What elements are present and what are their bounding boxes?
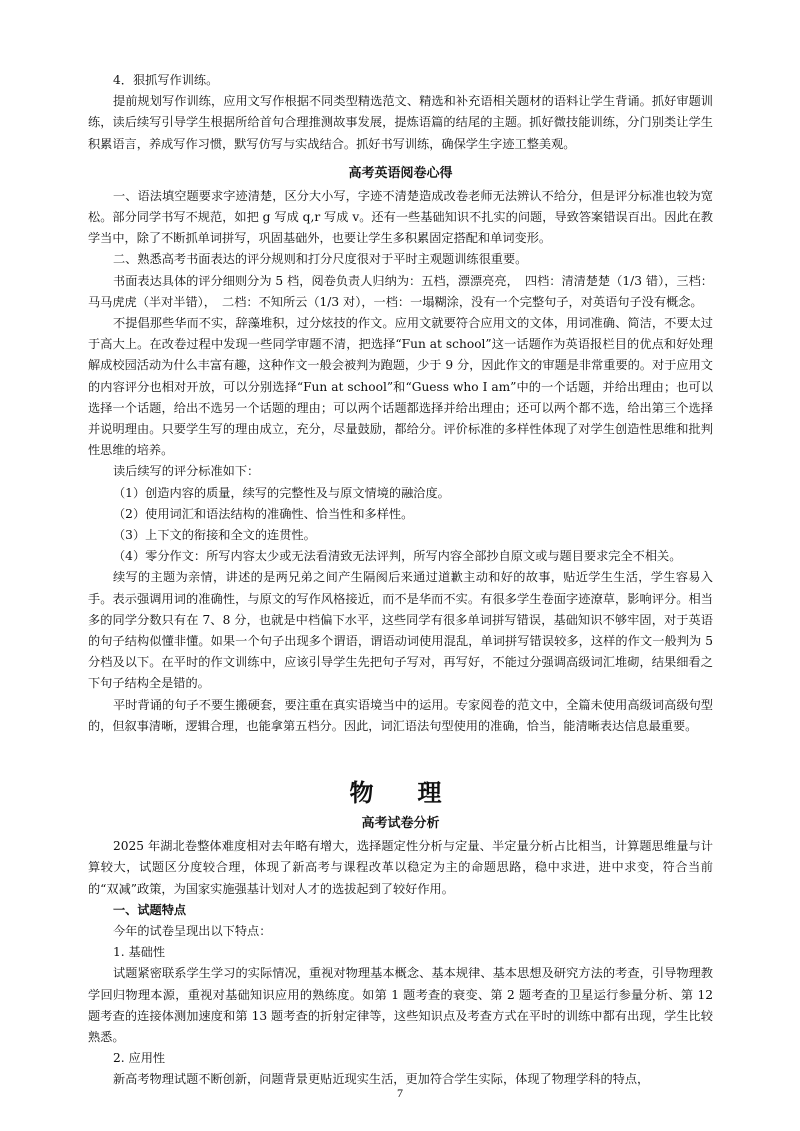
physics-paragraph-2: 今年的试卷呈现出以下特点： — [113, 923, 272, 938]
english-paragraph-1: 一、语法填空题要求字迹清楚，区分大小写，字迹不清楚造成改卷老师无法辨认不给分，但是评分标准也较为宽松。部分同学书写不规范，如把 g 写成 q,r 写成 v。还有一些基础知识不扎实的问题，导致答案错误百出。因此在教学当中，除了不断抓单词拼写，巩固基础外，也要让学生多积累固定搭配和单词变形。 — [88, 188, 713, 246]
physics-paragraph-3: 试题紧密联系学生学习的实际情况，重视对物理基本概念、基本规律、基本思想及研究方法的考查，引导物理教学回归物理本源，重视对基础知识应用的熟练度。如第 1 题考查的衰变、第 2 题考查的卫星运行参量分析、第 12 题考查的连接体测加速度和第 13 题考查的折射定律等，这些知识点及考查方式在平时的训练中都有出现，学生比较熟悉。 — [88, 966, 713, 1044]
english-paragraph-7: 平时背诵的句子不要生搬硬套，要注重在真实语境当中的运用。专家阅卷的范文中，全篇未使用高级词高级句型的，但叙事清晰，逻辑合理，也能拿第五档分。因此，词汇语法句型使用的准确，恰当，能清晰表达信息最重要。 — [88, 697, 713, 733]
criteria-item: （1）创造内容的质量，续写的完整性及与原文情境的融洽度。 — [113, 485, 450, 500]
english-paragraph-6: 续写的主题为亲情，讲述的是两兄弟之间产生隔阂后来通过道歉主动和好的故事，贴近学生生活，学生容易入手。表示强调用词的准确性，与原文的写作风格接近，而不是华而不实。有很多学生卷面字迹潦草，影响评分。相当多的同学分数只有在 7、8 分，也就是中档偏下水平，这些同学有很多单词拼写错误，基础知识不够牢固，对于英语的句子结构似懂非懂。如果一个句子出现多个谓语，谓语动词使用混乱，单词拼写错误较多，这样的作文一般判为 5 分档及以下。在平时的作文训练中，应该引导学生先把句子写对，再写好，不能过分强调高级词汇堆砌，结果细看之下句子结构全是错的。 — [88, 570, 713, 691]
english-paragraph-5: 读后续写的评分标准如下： — [113, 464, 260, 479]
english-paragraph-2: 二、熟悉高考书面表达的评分规则和打分尺度很对于平时主观题训练很重要。 — [113, 252, 528, 267]
criteria-item: （3）上下文的衔接和全文的连贯性。 — [113, 528, 316, 543]
page-content — [88, 70, 713, 1091]
english-paragraph-4: 不提倡那些华而不实，辞藻堆积，过分炫技的作文。应用文就要符合应用文的文体，用词准确、简洁，不要太过于高大上。在改卷过程中发现一些同学审题不清，把选择“Fun at school”这一话题作为英语报栏目的优点和好处理解成校园活动为什么丰富有趣，这种作文一般会被判为跑题，少于 9 分，因此作文的审题是非常重要的。对于应用文的内容评分也相对开放，可以分别选择“Fun at school”和“Guess who I am”中的一个话题，并给出理由；也可以选择一个话题，给出不选另一个话题的理由；可以两个话题都选择并给出理由；还可以两个都不选，给出第三个选择并说明理由。只要学生写的理由成立，充分，尽量鼓励，都给分。评价标准的多样性体现了对学生创造性思维和批判性思维的培养。 — [88, 316, 713, 458]
physics-paragraph-4: 新高考物理试题不断创新，问题背景更贴近现实生活，更加符合学生实际，体现了物理学科的特点， — [113, 1072, 650, 1087]
physics-section-title: 物 理 — [349, 778, 452, 808]
physics-heading-1: 一、试题特点 — [113, 902, 187, 917]
physics-subtitle: 高考试卷分析 — [361, 816, 440, 832]
physics-paragraph-1: 2025 年湖北卷整体难度相对去年略有增大，选择题定性分析与定量、半定量分析占比相当，计算题思维量与计算较大，试题区分度较合理，体现了新高考与课程改革以稳定为主的命题思路，稳中求进，进中求变，符合当前的“双减”政策，为国家实施强基计划对人才的选拔起到了较好作用。 — [88, 839, 713, 896]
writing-training-paragraph: 提前规划写作训练，应用文写作根据不同类型精选范文、精选和补充语相关题材的语料让学生背诵。抓好审题训练，读后续写引导学生根据所给首句合理推测故事发展，提炼语篇的结尾的主题。抓好微技能训练，分门别类让学生积累语言，养成写作习惯，默写仿写与实战结合。抓好书写训练，确保学生字迹工整美观。 — [88, 94, 713, 151]
writing-training-heading: 4．狠抓写作训练。 — [113, 73, 219, 87]
english-paragraph-3: 书面表达具体的评分细则分为 5 档，阅卷负责人归纳为：五档，漂漂亮亮， 四档：清清楚楚（1/3 错），三档：马马虎虎（半对半错）， 二档：不知所云（1/3 对），一档：一塌糊涂，没有一个完整句子，对英语句子没有概念。 — [88, 273, 713, 309]
page-number: 7 — [397, 1086, 403, 1100]
physics-heading-2: 1. 基础性 — [113, 945, 166, 960]
criteria-item: （4）零分作文：所写内容太少或无法看清致无法评判，所写内容全部抄自原文或与题目要求完全不相关。 — [113, 549, 682, 564]
english-section-title: 高考英语阅卷心得 — [348, 165, 453, 181]
criteria-item: （2）使用词汇和语法结构的准确性、恰当性和多样性。 — [113, 506, 414, 521]
physics-heading-3: 2. 应用性 — [113, 1051, 166, 1066]
